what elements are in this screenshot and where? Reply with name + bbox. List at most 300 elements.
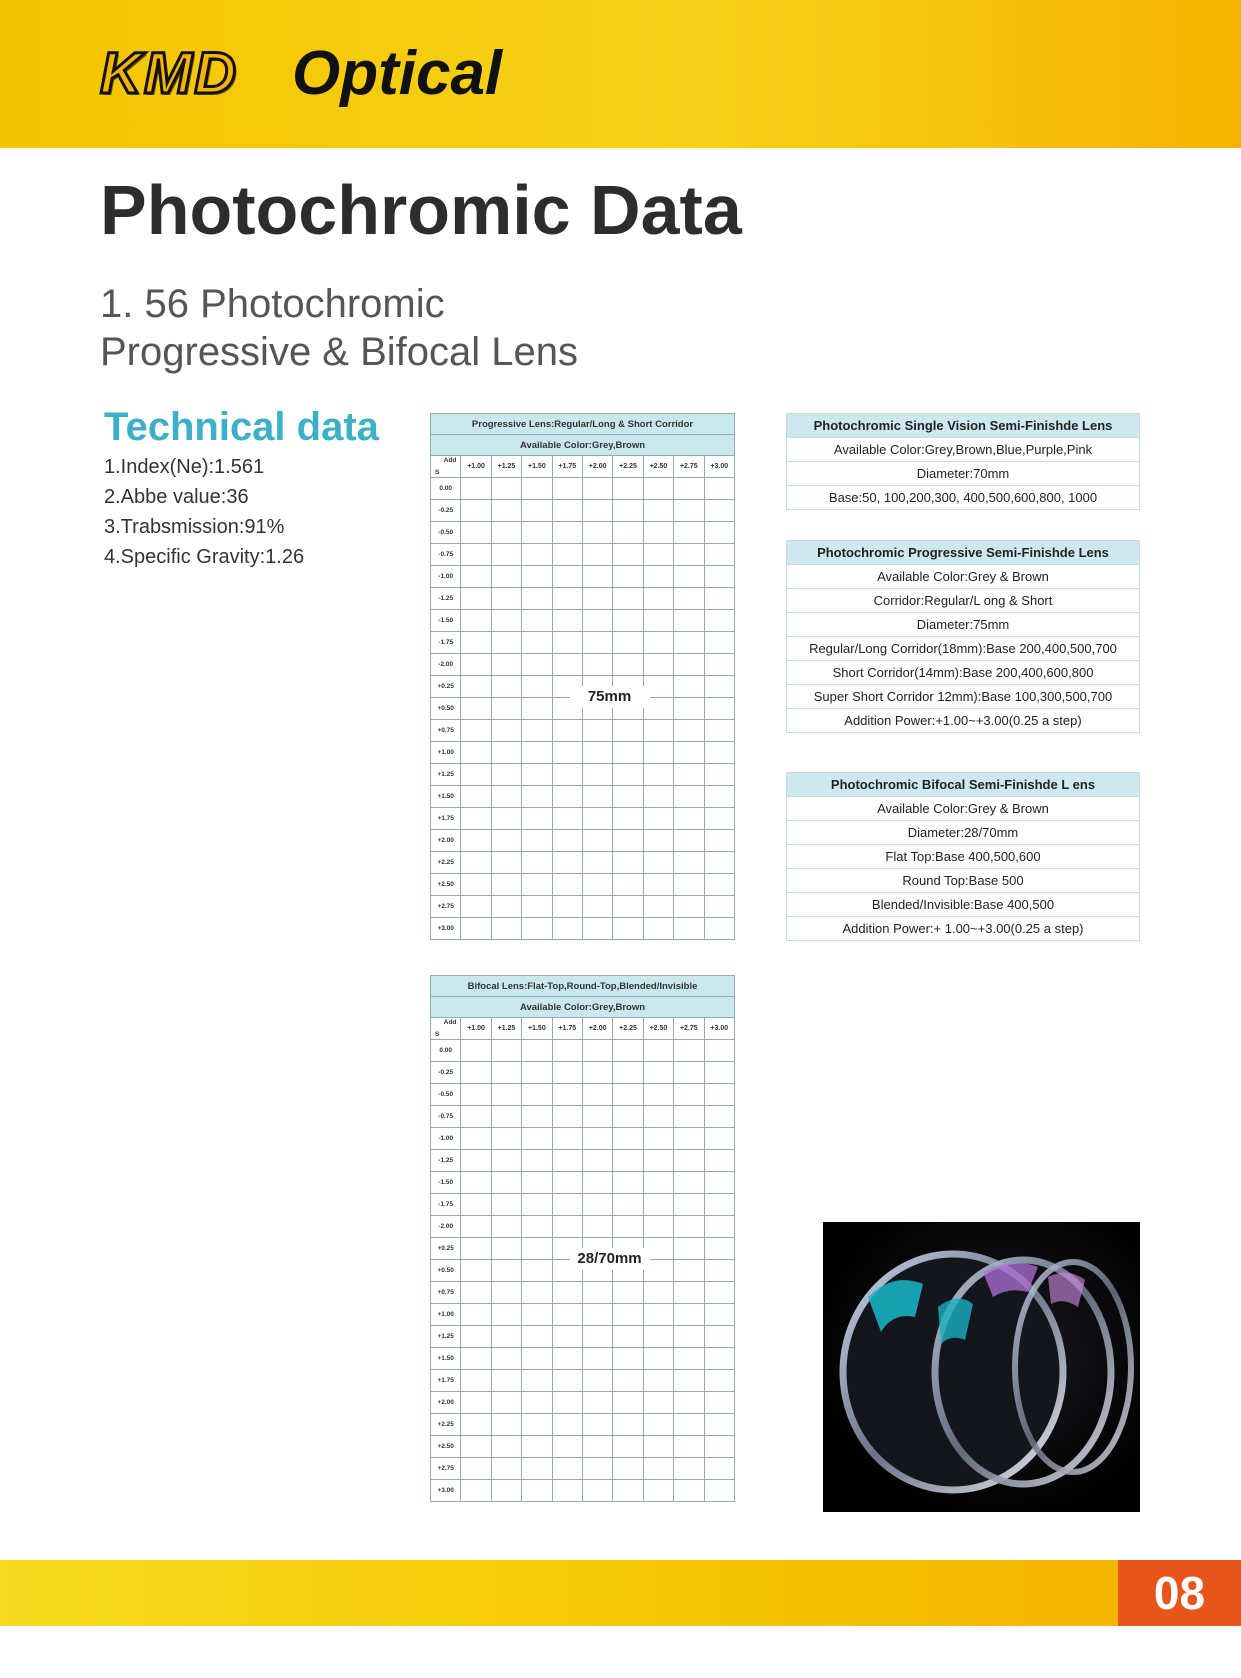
grid-cell <box>461 478 491 500</box>
grid-cell <box>522 786 552 808</box>
add-column-header: +2.50 <box>643 1018 673 1040</box>
spec-row: Round Top:Base 500 <box>787 869 1140 893</box>
table-row <box>431 1326 735 1348</box>
grid-cell <box>491 1172 521 1194</box>
grid-cell <box>522 1348 552 1370</box>
sphere-row-header: +2.50 <box>431 874 461 896</box>
grid-cell <box>461 874 491 896</box>
grid-cell <box>613 1040 643 1062</box>
grid-cell <box>613 566 643 588</box>
sphere-row-header: -0.75 <box>431 544 461 566</box>
grid-cell <box>643 1128 673 1150</box>
progressive-lens-grid <box>430 413 735 940</box>
grid-cell <box>643 1370 673 1392</box>
table-row <box>431 1458 735 1480</box>
spec-row: Blended/Invisible:Base 400,500 <box>787 893 1140 917</box>
grid-cell <box>552 896 582 918</box>
grid-cell <box>704 742 734 764</box>
grid-cell <box>643 1062 673 1084</box>
grid-cell <box>643 918 673 940</box>
grid-cell <box>613 742 643 764</box>
grid-cell <box>491 1128 521 1150</box>
page-title: Photochromic Data <box>100 171 742 249</box>
sphere-row-header: +1.00 <box>431 742 461 764</box>
sphere-row-header: +2.25 <box>431 1414 461 1436</box>
grid-cell <box>704 1172 734 1194</box>
grid-cell <box>491 1084 521 1106</box>
grid-cell <box>674 720 704 742</box>
grid-title: Progressive Lens:Regular/Long & Short Corridor <box>431 414 735 435</box>
grid-cell <box>674 588 704 610</box>
table-row <box>431 1040 735 1062</box>
grid-cell <box>522 610 552 632</box>
subtitle-line-2: Progressive & Bifocal Lens <box>100 330 579 374</box>
sphere-row-header: -0.50 <box>431 1084 461 1106</box>
grid-cell <box>582 1304 612 1326</box>
grid-cell <box>674 654 704 676</box>
grid-cell <box>461 676 491 698</box>
spec-row: Flat Top:Base 400,500,600 <box>787 845 1140 869</box>
grid-cell <box>643 610 673 632</box>
sphere-row-header: 0.00 <box>431 1040 461 1062</box>
grid-cell <box>582 1370 612 1392</box>
grid-cell <box>643 1392 673 1414</box>
grid-cell <box>461 1326 491 1348</box>
grid-cell <box>674 1106 704 1128</box>
grid-cell <box>674 1458 704 1480</box>
grid-cell <box>704 764 734 786</box>
subtitle <box>100 280 578 376</box>
grid-cell <box>582 1040 612 1062</box>
table-row <box>431 478 735 500</box>
add-column-header: +2.50 <box>643 456 673 478</box>
grid-cell <box>582 1062 612 1084</box>
grid-cell <box>522 1282 552 1304</box>
grid-cell <box>491 852 521 874</box>
grid-cell <box>461 896 491 918</box>
grid-cell <box>643 1172 673 1194</box>
grid-cell <box>704 1414 734 1436</box>
add-column-header: +1.50 <box>522 456 552 478</box>
grid-cell <box>613 1458 643 1480</box>
grid-cell <box>613 588 643 610</box>
grid-cell <box>582 610 612 632</box>
grid-cell <box>522 1304 552 1326</box>
grid-cell <box>461 742 491 764</box>
grid-color: Available Color:Grey,Brown <box>431 997 735 1018</box>
grid-cell <box>643 764 673 786</box>
grid-cell <box>522 676 552 698</box>
coverage-range-label: 75mm <box>570 686 650 708</box>
grid-cell <box>704 1392 734 1414</box>
sphere-row-header: -0.25 <box>431 1062 461 1084</box>
grid-cell <box>582 852 612 874</box>
grid-cell <box>552 720 582 742</box>
grid-cell <box>522 1084 552 1106</box>
grid-cell <box>643 1084 673 1106</box>
grid-cell <box>491 676 521 698</box>
sphere-row-header: 0.00 <box>431 478 461 500</box>
grid-cell <box>613 544 643 566</box>
grid-cell <box>522 566 552 588</box>
grid-cell <box>643 1480 673 1502</box>
sphere-row-header: +2.50 <box>431 1436 461 1458</box>
grid-cell <box>643 742 673 764</box>
grid-cell <box>491 742 521 764</box>
table-row <box>431 918 735 940</box>
grid-cell <box>522 1458 552 1480</box>
grid-cell <box>704 918 734 940</box>
grid-cell <box>522 830 552 852</box>
grid-cell <box>522 500 552 522</box>
grid-cell <box>552 1194 582 1216</box>
sphere-row-header: +3.00 <box>431 1480 461 1502</box>
grid-cell <box>674 786 704 808</box>
grid-cell <box>643 1436 673 1458</box>
grid-cell <box>491 896 521 918</box>
sphere-row-header: -2.00 <box>431 1216 461 1238</box>
grid-cell <box>674 544 704 566</box>
spec-row: Available Color:Grey,Brown,Blue,Purple,Pink <box>787 438 1140 462</box>
spec-row: Diameter:28/70mm <box>787 821 1140 845</box>
grid-cell <box>522 1128 552 1150</box>
grid-cell <box>522 1414 552 1436</box>
grid-cell <box>613 1392 643 1414</box>
grid-cell <box>674 566 704 588</box>
grid-cell <box>491 500 521 522</box>
grid-cell <box>674 852 704 874</box>
grid-cell <box>491 588 521 610</box>
grid-cell <box>704 610 734 632</box>
grid-cell <box>704 1106 734 1128</box>
spec-row: Diameter:75mm <box>787 613 1140 637</box>
grid-cell <box>491 1260 521 1282</box>
grid-corner <box>431 1018 461 1040</box>
grid-cell <box>704 830 734 852</box>
grid-cell <box>613 1062 643 1084</box>
grid-cell <box>552 1414 582 1436</box>
grid-cell <box>674 896 704 918</box>
grid-cell <box>704 1458 734 1480</box>
grid-cell <box>461 1040 491 1062</box>
table-row <box>431 764 735 786</box>
grid-cell <box>582 1348 612 1370</box>
grid-cell <box>552 874 582 896</box>
add-column-header: +2.75 <box>674 1018 704 1040</box>
spec-row: Diameter:70mm <box>787 462 1140 486</box>
grid-cell <box>643 566 673 588</box>
table-row <box>431 566 735 588</box>
sphere-row-header: -0.75 <box>431 1106 461 1128</box>
grid-cell <box>582 1436 612 1458</box>
grid-cell <box>613 1194 643 1216</box>
grid-cell <box>582 786 612 808</box>
grid-cell <box>704 676 734 698</box>
page-number: 08 <box>1118 1560 1241 1626</box>
sphere-row-header: -1.50 <box>431 1172 461 1194</box>
lens-reflection-pink <box>1048 1273 1085 1307</box>
grid-cell <box>552 522 582 544</box>
grid-cell <box>674 874 704 896</box>
grid-cell <box>643 1194 673 1216</box>
grid-cell <box>552 1128 582 1150</box>
grid-cell <box>674 1150 704 1172</box>
grid-cell <box>522 654 552 676</box>
grid-cell <box>613 1436 643 1458</box>
grid-cell <box>461 720 491 742</box>
grid-cell <box>552 632 582 654</box>
grid-cell <box>674 1128 704 1150</box>
grid-cell <box>643 1150 673 1172</box>
sphere-row-header: -1.75 <box>431 1194 461 1216</box>
grid-cell <box>552 786 582 808</box>
table-row <box>431 500 735 522</box>
sphere-row-header: +1.75 <box>431 808 461 830</box>
sphere-row-header: +0.50 <box>431 698 461 720</box>
grid-cell <box>582 544 612 566</box>
grid-cell <box>674 1062 704 1084</box>
add-column-header: +3.00 <box>704 456 734 478</box>
sphere-row-header: +2.25 <box>431 852 461 874</box>
grid-cell <box>704 1062 734 1084</box>
spec-row: Available Color:Grey & Brown <box>787 797 1140 821</box>
grid-cell <box>491 764 521 786</box>
grid-cell <box>704 588 734 610</box>
grid-cell <box>704 874 734 896</box>
grid-cell <box>522 1216 552 1238</box>
grid-cell <box>552 808 582 830</box>
grid-cell <box>552 1040 582 1062</box>
sphere-row-header: +0.25 <box>431 676 461 698</box>
spec-title: Photochromic Bifocal Semi-Finishde L ens <box>787 773 1140 797</box>
grid-cell <box>582 1194 612 1216</box>
table-row <box>431 1128 735 1150</box>
grid-cell <box>491 874 521 896</box>
grid-cell <box>461 544 491 566</box>
grid-cell <box>674 1480 704 1502</box>
grid-cell <box>461 1194 491 1216</box>
grid-cell <box>522 742 552 764</box>
grid-cell <box>674 1348 704 1370</box>
grid-cell <box>643 1304 673 1326</box>
grid-cell <box>643 852 673 874</box>
table-row <box>431 1392 735 1414</box>
grid-cell <box>461 1128 491 1150</box>
grid-cell <box>674 1172 704 1194</box>
grid-cell <box>491 1282 521 1304</box>
grid-cell <box>522 1106 552 1128</box>
grid-cell <box>522 1238 552 1260</box>
grid-cell <box>522 1062 552 1084</box>
grid-cell <box>613 852 643 874</box>
grid-cell <box>643 808 673 830</box>
table-row <box>431 1062 735 1084</box>
grid-cell <box>704 1216 734 1238</box>
kmd-logo: KMD <box>100 41 239 106</box>
add-column-header: +2.25 <box>613 1018 643 1040</box>
grid-cell <box>522 1480 552 1502</box>
grid-cell <box>491 1370 521 1392</box>
grid-cell <box>674 478 704 500</box>
grid-cell <box>491 478 521 500</box>
table-row <box>431 852 735 874</box>
sphere-row-header: -1.25 <box>431 1150 461 1172</box>
grid-cell <box>491 1326 521 1348</box>
progressive-spec-table <box>786 540 1140 733</box>
grid-cell <box>461 1480 491 1502</box>
grid-cell <box>613 1370 643 1392</box>
spec-row: Addition Power:+1.00~+3.00(0.25 a step) <box>787 709 1140 733</box>
grid-cell <box>613 632 643 654</box>
grid-title: Bifocal Lens:Flat-Top,Round-Top,Blended/Invisible <box>431 976 735 997</box>
table-row <box>431 544 735 566</box>
grid-cell <box>643 500 673 522</box>
table-row <box>431 896 735 918</box>
grid-cell <box>643 588 673 610</box>
sphere-row-header: -1.00 <box>431 1128 461 1150</box>
grid-cell <box>674 1370 704 1392</box>
grid-cell <box>552 852 582 874</box>
grid-cell <box>582 1414 612 1436</box>
sphere-row-header: +1.75 <box>431 1370 461 1392</box>
grid-cell <box>552 1150 582 1172</box>
sphere-row-header: -1.00 <box>431 566 461 588</box>
grid-cell <box>704 786 734 808</box>
power-range-table <box>430 975 735 1502</box>
grid-cell <box>552 1370 582 1392</box>
table-row <box>431 742 735 764</box>
grid-cell <box>552 830 582 852</box>
grid-cell <box>522 1436 552 1458</box>
grid-cell <box>461 588 491 610</box>
grid-cell <box>613 1216 643 1238</box>
grid-cell <box>704 1128 734 1150</box>
add-label: Add <box>443 457 457 464</box>
grid-cell <box>491 1062 521 1084</box>
grid-cell <box>582 1282 612 1304</box>
sphere-row-header: -1.25 <box>431 588 461 610</box>
sphere-row-header: +2.75 <box>431 1458 461 1480</box>
table-row <box>431 786 735 808</box>
grid-cell <box>704 566 734 588</box>
add-column-header: +1.00 <box>461 456 491 478</box>
add-column-header: +1.75 <box>552 1018 582 1040</box>
grid-cell <box>704 632 734 654</box>
grid-cell <box>582 1128 612 1150</box>
s-label: S <box>435 469 440 476</box>
grid-cell <box>461 1370 491 1392</box>
technical-item: 4.Specific Gravity:1.26 <box>104 546 305 568</box>
grid-cell <box>522 852 552 874</box>
grid-cell <box>552 610 582 632</box>
grid-cell <box>674 764 704 786</box>
grid-cell <box>552 654 582 676</box>
grid-cell <box>704 500 734 522</box>
sphere-row-header: +0.75 <box>431 720 461 742</box>
add-column-header: +2.00 <box>582 1018 612 1040</box>
grid-cell <box>643 1040 673 1062</box>
grid-cell <box>461 698 491 720</box>
add-column-header: +2.25 <box>613 456 643 478</box>
grid-cell <box>674 522 704 544</box>
table-row <box>431 1084 735 1106</box>
grid-cell <box>522 1260 552 1282</box>
grid-color: Available Color:Grey,Brown <box>431 435 735 456</box>
sphere-row-header: +2.75 <box>431 896 461 918</box>
sphere-row-header: -1.50 <box>431 610 461 632</box>
grid-cell <box>461 1414 491 1436</box>
grid-cell <box>522 918 552 940</box>
grid-cell <box>491 698 521 720</box>
grid-cell <box>461 1216 491 1238</box>
grid-cell <box>704 1238 734 1260</box>
spec-row: Base:50, 100,200,300, 400,500,600,800, 1000 <box>787 486 1140 510</box>
grid-cell <box>582 720 612 742</box>
grid-cell <box>552 1480 582 1502</box>
footer-banner <box>0 1560 1241 1626</box>
grid-cell <box>704 478 734 500</box>
grid-cell <box>613 764 643 786</box>
grid-cell <box>582 874 612 896</box>
grid-cell <box>613 896 643 918</box>
table-row <box>431 588 735 610</box>
grid-cell <box>461 1084 491 1106</box>
grid-cell <box>522 764 552 786</box>
sphere-row-header: +1.50 <box>431 1348 461 1370</box>
lens-left <box>843 1254 1063 1490</box>
grid-cell <box>552 918 582 940</box>
grid-cell <box>522 588 552 610</box>
grid-cell <box>613 720 643 742</box>
grid-cell <box>491 1150 521 1172</box>
sphere-row-header: +1.00 <box>431 1304 461 1326</box>
table-row <box>431 1172 735 1194</box>
grid-cell <box>461 610 491 632</box>
grid-cell <box>582 918 612 940</box>
grid-cell <box>582 500 612 522</box>
grid-cell <box>704 1370 734 1392</box>
table-row <box>431 522 735 544</box>
technical-item: 1.Index(Ne):1.561 <box>104 456 265 478</box>
table-row <box>431 1436 735 1458</box>
grid-cell <box>552 1282 582 1304</box>
grid-cell <box>704 1150 734 1172</box>
grid-cell <box>613 522 643 544</box>
grid-cell <box>643 522 673 544</box>
grid-cell <box>522 1194 552 1216</box>
sphere-row-header: -0.25 <box>431 500 461 522</box>
grid-cell <box>613 500 643 522</box>
grid-cell <box>582 522 612 544</box>
grid-cell <box>613 654 643 676</box>
grid-cell <box>552 764 582 786</box>
grid-cell <box>643 1326 673 1348</box>
grid-cell <box>491 1040 521 1062</box>
grid-cell <box>643 830 673 852</box>
grid-cell <box>613 1106 643 1128</box>
grid-cell <box>552 478 582 500</box>
grid-cell <box>704 808 734 830</box>
grid-cell <box>491 720 521 742</box>
grid-cell <box>674 742 704 764</box>
grid-cell <box>643 1458 673 1480</box>
grid-cell <box>643 1348 673 1370</box>
grid-cell <box>674 808 704 830</box>
grid-cell <box>582 1084 612 1106</box>
grid-cell <box>491 1304 521 1326</box>
lens-photo <box>823 1222 1140 1512</box>
grid-cell <box>674 1414 704 1436</box>
